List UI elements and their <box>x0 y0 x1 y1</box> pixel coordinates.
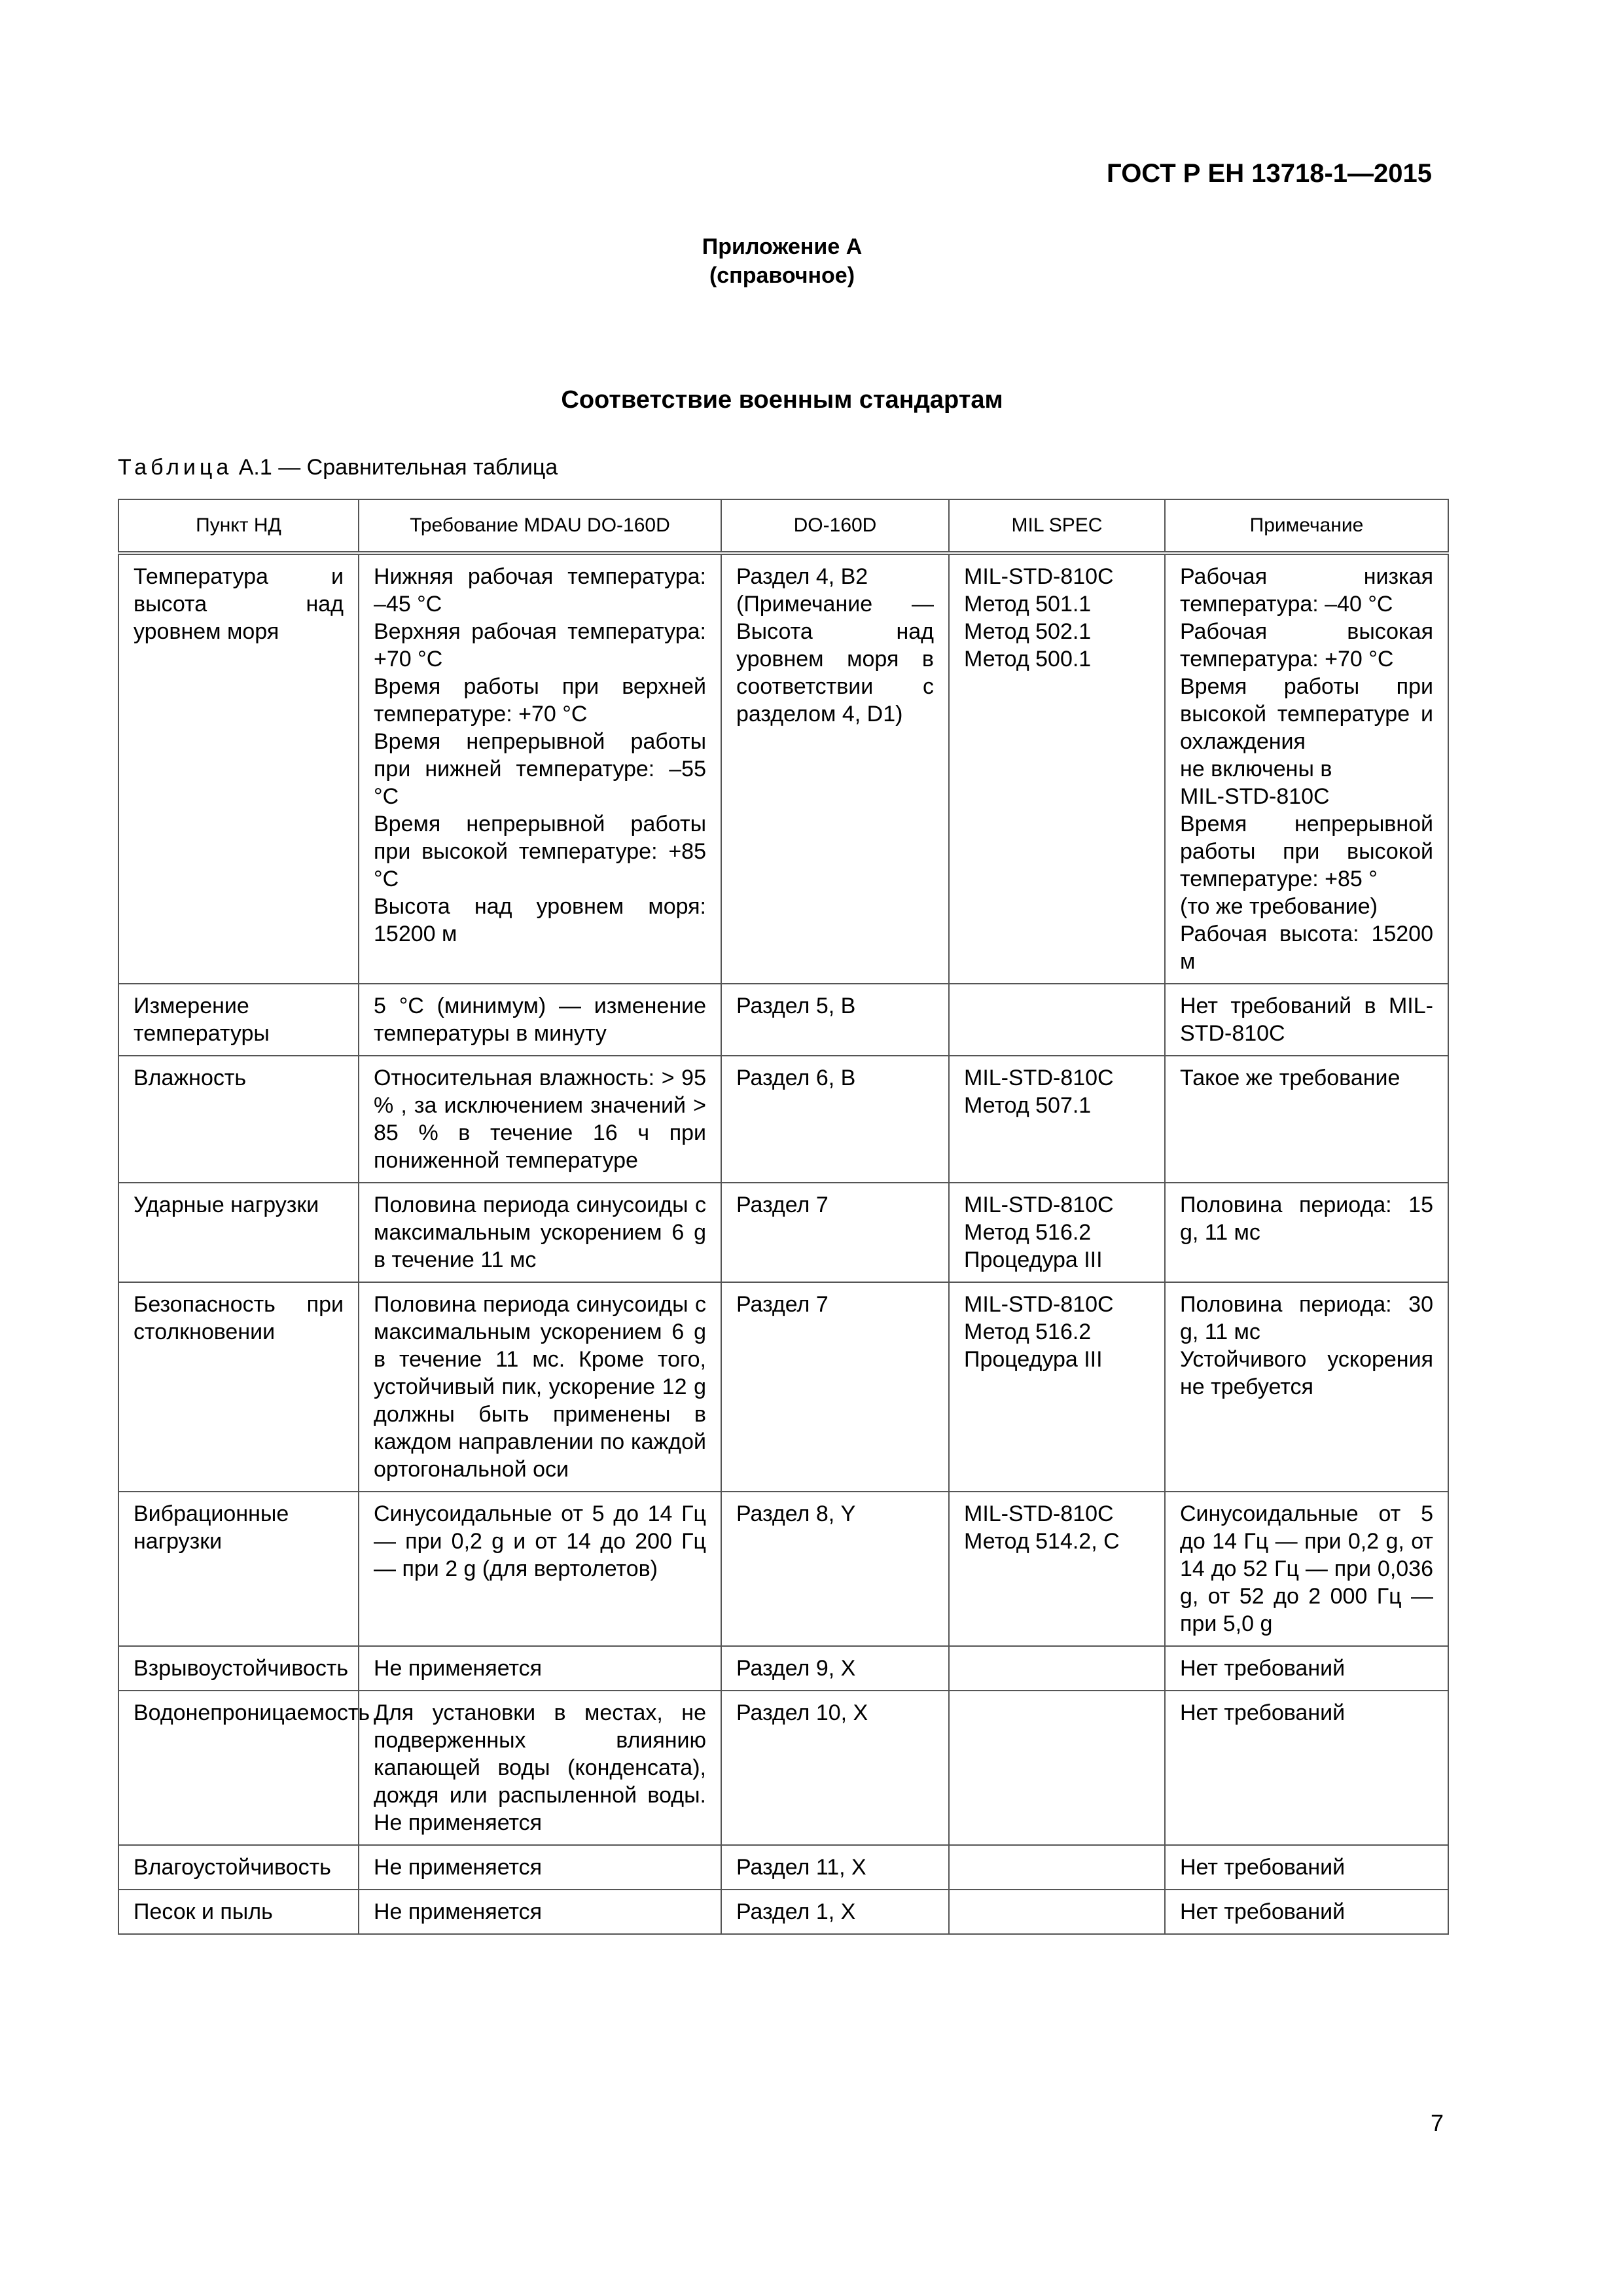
cell-item: Вибрационные нагрузки <box>118 1492 359 1646</box>
table-row <box>118 1183 1448 1282</box>
table-row <box>118 1056 1448 1183</box>
cell-item: Взрывоустойчивость <box>118 1646 359 1691</box>
standard-number: ГОСТ Р ЕН 13718-1—2015 <box>1107 159 1432 188</box>
cell-requirement: 5 °С (минимум) — изменение температуры в минуту <box>359 984 721 1056</box>
appendix-type: (справочное) <box>709 263 855 288</box>
page-number: 7 <box>1431 2109 1444 2136</box>
comparison-table <box>118 499 1449 1935</box>
table-caption-word: Таблица <box>118 455 233 480</box>
cell-requirement: Для установки в местах, не подверженных влиянию капающей воды (конденсата), дождя или распыленной воды. Не применяется <box>359 1691 721 1845</box>
table-row <box>118 1282 1448 1492</box>
cell-note: Нет требований <box>1165 1691 1448 1845</box>
cell-note: Нет требований в MIL-STD-810C <box>1165 984 1448 1056</box>
header-do160d: DO-160D <box>721 499 949 553</box>
header-milspec: MIL SPEC <box>949 499 1165 553</box>
cell-note: Нет требований <box>1165 1646 1448 1691</box>
cell-do160d: Раздел 7 <box>721 1183 949 1282</box>
section-title: Соответствие военным стандартам <box>561 386 1003 414</box>
cell-requirement: Не применяется <box>359 1845 721 1890</box>
cell-note: Половина периода: 15 g, 11 мс <box>1165 1183 1448 1282</box>
table-row <box>118 1890 1448 1934</box>
cell-item: Водонепроницаемость <box>118 1691 359 1845</box>
cell-note: Такое же требование <box>1165 1056 1448 1183</box>
cell-item: Влагоустойчивость <box>118 1845 359 1890</box>
header-requirement: Требование MDAU DO-160D <box>359 499 721 553</box>
cell-milspec: MIL-STD-810C Метод 501.1 Метод 502.1 Метод 500.1 <box>949 553 1165 984</box>
cell-note: Рабочая низкая температура: –40 °С Рабочая высокая температура: +70 °С Время работы при высокой температуре и охлаждения не включены в MIL-STD-810C Время непрерывной работы при высокой температуре: +85 ° (то же требование) Рабочая высота: 15200 м <box>1165 553 1448 984</box>
cell-item: Ударные нагрузки <box>118 1183 359 1282</box>
cell-note: Половина периода: 30 g, 11 мс Устойчивого ускорения не требуется <box>1165 1282 1448 1492</box>
appendix-label: Приложение А <box>702 234 863 259</box>
appendix-heading <box>0 232 1564 290</box>
cell-do160d: Раздел 4, В2 (Примечание — Высота над уровнем моря в соответствии с разделом 4, D1) <box>721 553 949 984</box>
header-note: Примечание <box>1165 499 1448 553</box>
cell-do160d: Раздел 11, Х <box>721 1845 949 1890</box>
cell-milspec <box>949 1845 1165 1890</box>
cell-item: Температура и высота над уровнем моря <box>118 553 359 984</box>
table-row <box>118 1646 1448 1691</box>
cell-milspec <box>949 984 1165 1056</box>
cell-do160d: Раздел 9, Х <box>721 1646 949 1691</box>
cell-do160d: Раздел 6, В <box>721 1056 949 1183</box>
cell-requirement: Относительная влажность: > 95 % , за исключением значений > 85 % в течение 16 ч при пониженной температуре <box>359 1056 721 1183</box>
table-caption <box>118 455 558 480</box>
cell-milspec: MIL-STD-810C Метод 516.2 Процедура III <box>949 1183 1165 1282</box>
table-body <box>118 553 1448 1934</box>
cell-milspec <box>949 1646 1165 1691</box>
cell-do160d: Раздел 7 <box>721 1282 949 1492</box>
cell-do160d: Раздел 10, Х <box>721 1691 949 1845</box>
cell-milspec: MIL-STD-810C Метод 514.2, С <box>949 1492 1165 1646</box>
cell-milspec: MIL-STD-810C Метод 507.1 <box>949 1056 1165 1183</box>
cell-requirement: Половина периода синусоиды с максимальным ускорением 6 g в течение 11 мс <box>359 1183 721 1282</box>
cell-item: Влажность <box>118 1056 359 1183</box>
table-row <box>118 1492 1448 1646</box>
cell-note: Синусоидальные от 5 до 14 Гц — при 0,2 g, от 14 до 52 Гц — при 0,036 g, от 52 до 2 000 Гц — при 5,0 g <box>1165 1492 1448 1646</box>
cell-requirement: Синусоидальные от 5 до 14 Гц — при 0,2 g и от 14 до 200 Гц — при 2 g (для вертолетов) <box>359 1492 721 1646</box>
cell-requirement: Половина периода синусоиды с максимальным ускорением 6 g в течение 11 мс. Кроме того, устойчивый пик, ускорение 12 g должны быть применены в каждом направлении по каждой ортогональной оси <box>359 1282 721 1492</box>
header-item: Пункт НД <box>118 499 359 553</box>
cell-requirement: Не применяется <box>359 1646 721 1691</box>
cell-requirement: Нижняя рабочая температура: –45 °С Верхняя рабочая температура: +70 °С Время работы при верхней температуре: +70 °С Время непрерывной работы при нижней температуре: –55 °С Время непрерывной работы при высокой температуре: +85 °С Высота над уровнем моря: 15200 м <box>359 553 721 984</box>
cell-note: Нет требований <box>1165 1845 1448 1890</box>
table-row <box>118 1845 1448 1890</box>
cell-item: Песок и пыль <box>118 1890 359 1934</box>
table-caption-text: А.1 — Сравнительная таблица <box>232 455 558 480</box>
table-row <box>118 984 1448 1056</box>
table-row <box>118 553 1448 984</box>
cell-do160d: Раздел 5, В <box>721 984 949 1056</box>
cell-note: Нет требований <box>1165 1890 1448 1934</box>
cell-requirement: Не применяется <box>359 1890 721 1934</box>
cell-item: Безопасность при столкновении <box>118 1282 359 1492</box>
table-header-row <box>118 499 1448 553</box>
cell-item: Измерение температуры <box>118 984 359 1056</box>
cell-do160d: Раздел 1, Х <box>721 1890 949 1934</box>
table-row <box>118 1691 1448 1845</box>
cell-milspec <box>949 1890 1165 1934</box>
cell-milspec: MIL-STD-810C Метод 516.2 Процедура III <box>949 1282 1165 1492</box>
cell-milspec <box>949 1691 1165 1845</box>
cell-do160d: Раздел 8, Y <box>721 1492 949 1646</box>
